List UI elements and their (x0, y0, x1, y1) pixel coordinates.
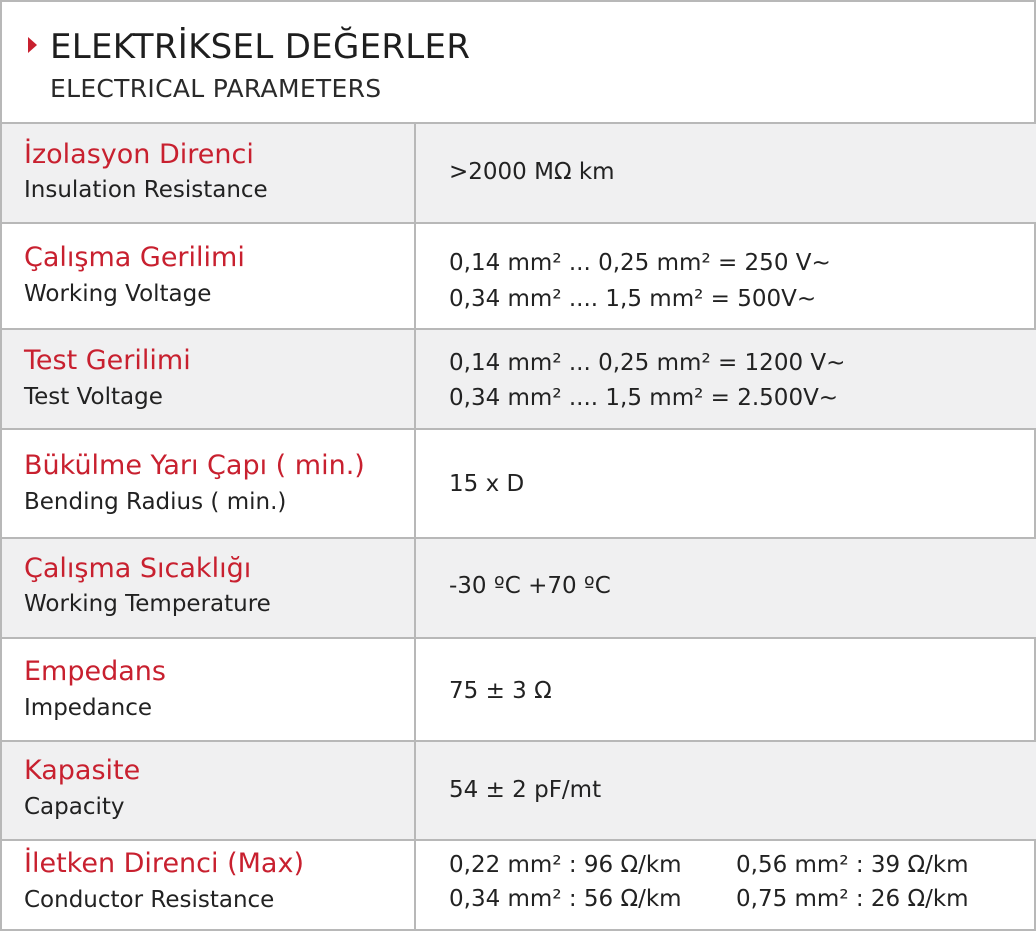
table-row (2, 124, 1036, 224)
parameter-value: -30 ºC +70 ºC (449, 573, 611, 599)
panel-header (2, 2, 1036, 124)
table-row (2, 430, 1036, 539)
parameter-value: 15 x D (449, 471, 525, 497)
parameter-label-cell (2, 224, 416, 328)
parameter-value: 54 ± 2 pF/mt (449, 777, 602, 803)
parameter-value: 0,34 mm² : 56 Ω/km (449, 886, 682, 912)
table-row (2, 539, 1036, 639)
parameter-name-tr: Kapasite (24, 755, 141, 786)
parameter-label-cell (2, 430, 416, 537)
parameter-name-tr: Çalışma Sıcaklığı (24, 553, 252, 584)
table-row (2, 742, 1036, 841)
parameter-name-tr: Çalışma Gerilimi (24, 242, 245, 273)
parameter-name-tr: Test Gerilimi (24, 345, 191, 376)
parameter-name-en: Test Voltage (24, 384, 163, 410)
parameter-name-tr: İletken Direnci (Max) (24, 848, 304, 879)
panel-subtitle: ELECTRICAL PARAMETERS (50, 74, 382, 103)
parameter-value: 0,14 mm² ... 0,25 mm² = 1200 V~ (449, 350, 846, 376)
parameter-name-en: Working Temperature (24, 591, 271, 617)
parameter-name-en: Impedance (24, 695, 153, 721)
parameter-name-tr: İzolasyon Direnci (24, 139, 254, 170)
parameter-value-right: 0,75 mm² : 26 Ω/km (736, 886, 969, 912)
parameter-name-tr: Empedans (24, 656, 166, 687)
parameter-value: 0,14 mm² ... 0,25 mm² = 250 V~ (449, 250, 831, 276)
parameter-label-cell (2, 124, 416, 222)
parameter-label-cell (2, 539, 416, 637)
parameter-name-en: Bending Radius ( min.) (24, 489, 287, 515)
parameter-label-cell (2, 841, 416, 931)
parameter-value: 0,34 mm² .... 1,5 mm² = 2.500V~ (449, 385, 839, 411)
caret-right-icon (28, 37, 37, 53)
parameter-value: 0,22 mm² : 96 Ω/km (449, 852, 682, 878)
table-row (2, 841, 1036, 931)
panel-title: ELEKTRİKSEL DEĞERLER (50, 27, 471, 67)
parameter-name-en: Working Voltage (24, 281, 212, 307)
parameter-label-cell (2, 742, 416, 839)
parameter-name-en: Insulation Resistance (24, 177, 268, 203)
parameter-name-en: Conductor Resistance (24, 887, 275, 913)
parameter-value: >2000 MΩ km (449, 159, 615, 185)
parameter-value: 75 ± 3 Ω (449, 678, 552, 704)
parameter-value-right: 0,56 mm² : 39 Ω/km (736, 852, 969, 878)
parameter-label-cell (2, 330, 416, 428)
parameter-name-en: Capacity (24, 794, 125, 820)
table-row (2, 224, 1036, 330)
parameter-label-cell (2, 639, 416, 740)
table-row (2, 330, 1036, 430)
parameter-value: 0,34 mm² .... 1,5 mm² = 500V~ (449, 286, 817, 312)
table-row (2, 639, 1036, 742)
parameter-name-tr: Bükülme Yarı Çapı ( min.) (24, 450, 365, 481)
